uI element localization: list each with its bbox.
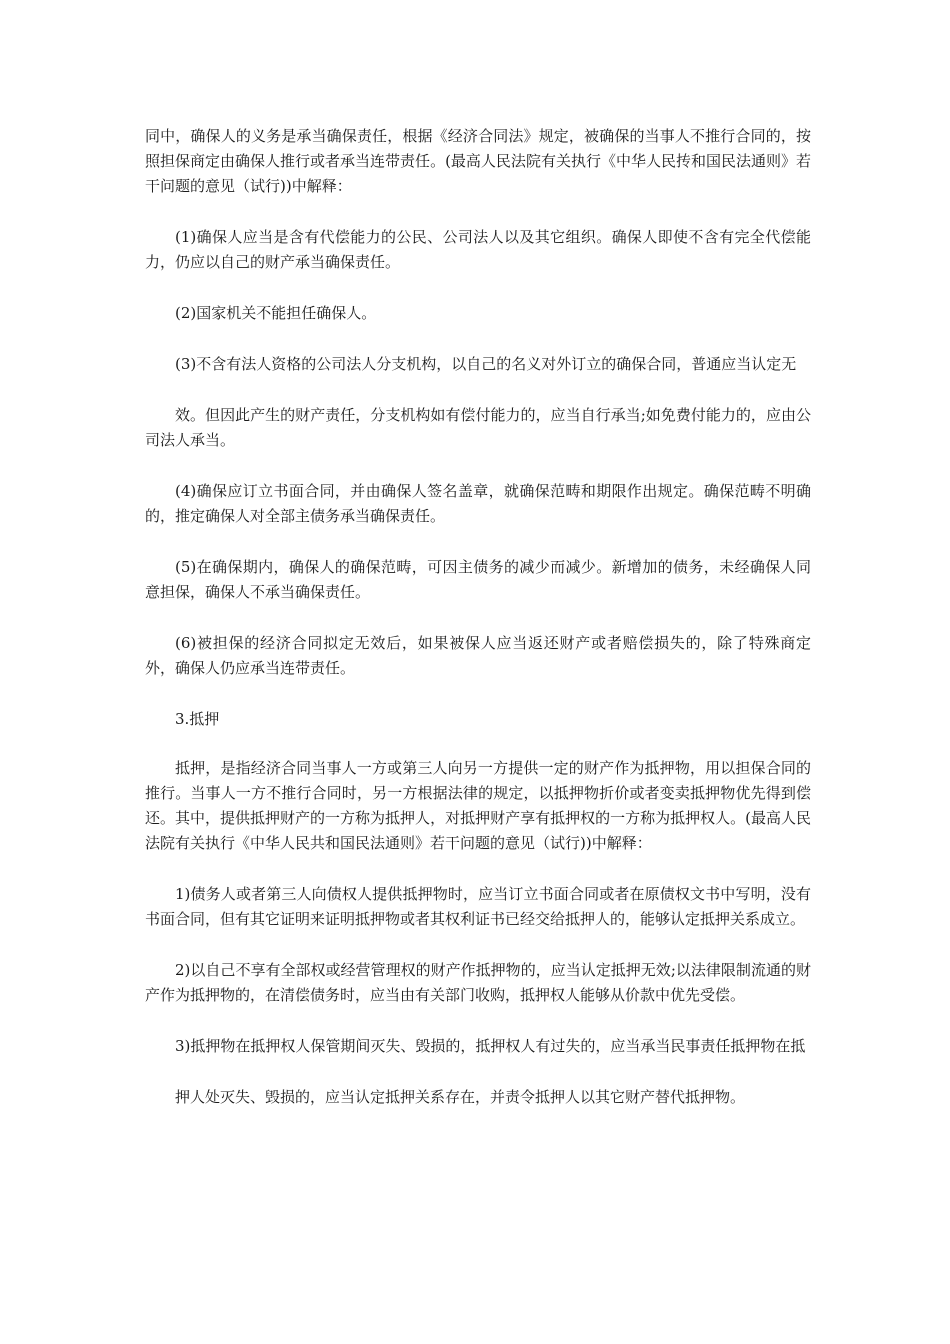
paragraph-mortgage-item-3-continued: 押人处灭失、毁损的，应当认定抵押关系存在，并责令抵押人以其它财产替代抵押物。 xyxy=(175,1088,746,1106)
paragraph-item-3-continued: 效。但因此产生的财产责任，分支机构如有偿付能力的，应当自行承当;如免费付能力的，应由公司法人承当。 xyxy=(145,406,811,449)
paragraph-mortgage-item-2: 2)以自己不享有全部权或经营管理权的财产作抵押物的，应当认定抵押无效;以法律限制流通的财产作为抵押物的，在清偿债务时，应当由有关部门收购，抵押权人能够从价款中优先受偿。 xyxy=(145,961,811,1004)
paragraph-mortgage-item-3: 3)抵押物在抵押权人保管期间灭失、毁损的，抵押权人有过失的，应当承当民事责任抵押物在抵 xyxy=(175,1037,806,1055)
paragraph-mortgage-definition: 抵押，是指经济合同当事人一方或第三人向另一方提供一定的财产作为抵押物，用以担保合同的推行。当事人一方不推行合同时，另一方根据法律的规定，以抵押物折价或者变卖抵押物优先得到偿还。其中，提供抵押财产的一方称为抵押人，对抵押财产享有抵押权的一方称为抵押权人。(最高人民法院有关执行《中华人民共和国民法通则》若干问题的意见（试行))中解释： xyxy=(145,759,811,852)
section-heading-mortgage: 3.抵押 xyxy=(175,710,220,728)
paragraph-item-6: (6)被担保的经济合同拟定无效后，如果被保人应当返还财产或者赔偿损失的，除了特殊商定外，确保人仍应承当连带责任。 xyxy=(145,634,811,677)
document-page xyxy=(145,124,811,1136)
paragraph-item-1: (1)确保人应当是含有代偿能力的公民、公司法人以及其它组织。确保人即使不含有完全代偿能力，仍应以自己的财产承当确保责任。 xyxy=(145,228,811,271)
paragraph-item-2: (2)国家机关不能担任确保人。 xyxy=(175,304,377,322)
paragraph-item-4: (4)确保应订立书面合同，并由确保人签名盖章，就确保范畴和期限作出规定。确保范畴不明确的，推定确保人对全部主债务承当确保责任。 xyxy=(145,482,811,525)
paragraph-item-3: (3)不含有法人资格的公司法人分支机构，以自己的名义对外订立的确保合同，普通应当认定无 xyxy=(175,355,797,373)
paragraph-guarantor-intro: 同中，确保人的义务是承当确保责任，根据《经济合同法》规定，被确保的当事人不推行合同的，按照担保商定由确保人推行或者承当连带责任。(最高人民法院有关执行《中华人民抟和国民法通则》若干问题的意见（试行))中解释： xyxy=(145,127,811,195)
paragraph-item-5: (5)在确保期内，确保人的确保范畴，可因主债务的减少而减少。新增加的债务，未经确保人同意担保，确保人不承当确保责任。 xyxy=(145,558,811,601)
paragraph-mortgage-item-1: 1)债务人或者第三人向债权人提供抵押物时，应当订立书面合同或者在原债权文书中写明，没有书面合同，但有其它证明来证明抵押物或者其权利证书已经交给抵押人的，能够认定抵押关系成立。 xyxy=(145,885,811,928)
